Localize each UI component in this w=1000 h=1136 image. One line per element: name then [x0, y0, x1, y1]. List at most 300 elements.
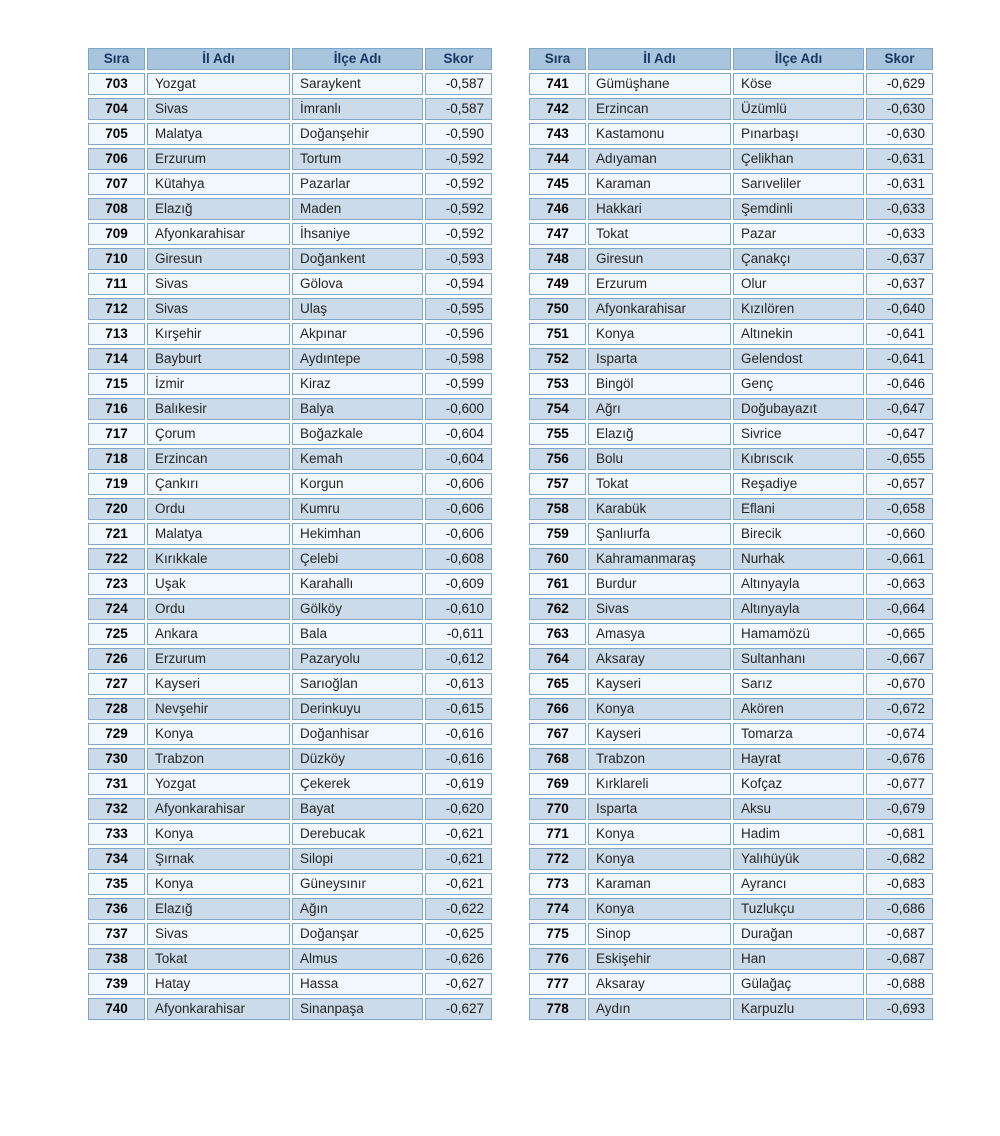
table-row: [529, 548, 933, 570]
province-cell: Giresun: [588, 248, 731, 270]
rank-cell: 757: [529, 473, 586, 495]
province-cell: Aydın: [588, 998, 731, 1020]
score-cell: -0,641: [866, 323, 933, 345]
table-row: [88, 73, 492, 95]
district-cell: Derebucak: [292, 823, 423, 845]
score-cell: -0,664: [866, 598, 933, 620]
table-row: [529, 848, 933, 870]
rank-cell: 746: [529, 198, 586, 220]
score-cell: -0,621: [425, 823, 492, 845]
table-row: [88, 948, 492, 970]
table-row: [88, 648, 492, 670]
district-cell: Hayrat: [733, 748, 864, 770]
province-cell: Tokat: [147, 948, 290, 970]
table-row: [529, 973, 933, 995]
table-row: [88, 398, 492, 420]
table-row: [529, 348, 933, 370]
score-cell: -0,646: [866, 373, 933, 395]
table-row: [88, 148, 492, 170]
district-cell: Balya: [292, 398, 423, 420]
table-row: [88, 973, 492, 995]
table-body-left: [88, 73, 492, 1020]
province-cell: Çankırı: [147, 473, 290, 495]
table-row: [529, 373, 933, 395]
score-cell: -0,630: [866, 123, 933, 145]
rank-cell: 706: [88, 148, 145, 170]
table-row: [88, 773, 492, 795]
rank-cell: 742: [529, 98, 586, 120]
table-row: [88, 323, 492, 345]
district-cell: Kiraz: [292, 373, 423, 395]
district-cell: Çelikhan: [733, 148, 864, 170]
province-cell: Kayseri: [588, 673, 731, 695]
province-cell: Nevşehir: [147, 698, 290, 720]
score-cell: -0,683: [866, 873, 933, 895]
rank-cell: 727: [88, 673, 145, 695]
district-cell: Pazaryolu: [292, 648, 423, 670]
district-cell: Tortum: [292, 148, 423, 170]
district-cell: Durağan: [733, 923, 864, 945]
table-row: [88, 898, 492, 920]
table-row: [529, 948, 933, 970]
score-cell: -0,663: [866, 573, 933, 595]
score-cell: -0,616: [425, 723, 492, 745]
rank-cell: 776: [529, 948, 586, 970]
rank-cell: 732: [88, 798, 145, 820]
table-row: [529, 498, 933, 520]
score-cell: -0,627: [425, 973, 492, 995]
rank-cell: 729: [88, 723, 145, 745]
province-cell: Konya: [588, 323, 731, 345]
score-cell: -0,630: [866, 98, 933, 120]
rank-cell: 751: [529, 323, 586, 345]
score-cell: -0,660: [866, 523, 933, 545]
province-cell: Elazığ: [147, 198, 290, 220]
score-cell: -0,687: [866, 948, 933, 970]
score-cell: -0,665: [866, 623, 933, 645]
rank-cell: 721: [88, 523, 145, 545]
district-cell: Silopi: [292, 848, 423, 870]
district-cell: Doğanhisar: [292, 723, 423, 745]
province-cell: Kahramanmaraş: [588, 548, 731, 570]
score-cell: -0,687: [866, 923, 933, 945]
rank-cell: 767: [529, 723, 586, 745]
province-cell: Bayburt: [147, 348, 290, 370]
score-cell: -0,612: [425, 648, 492, 670]
district-cell: Gülağaç: [733, 973, 864, 995]
rank-cell: 731: [88, 773, 145, 795]
rank-cell: 764: [529, 648, 586, 670]
province-cell: Kırıkkale: [147, 548, 290, 570]
district-cell: Kıbrıscık: [733, 448, 864, 470]
province-cell: Konya: [588, 898, 731, 920]
rank-cell: 711: [88, 273, 145, 295]
table-row: [529, 773, 933, 795]
score-cell: -0,613: [425, 673, 492, 695]
province-cell: Giresun: [147, 248, 290, 270]
province-cell: Balıkesir: [147, 398, 290, 420]
rank-cell: 708: [88, 198, 145, 220]
district-cell: Altınyayla: [733, 598, 864, 620]
score-cell: -0,615: [425, 698, 492, 720]
score-cell: -0,637: [866, 273, 933, 295]
rank-cell: 730: [88, 748, 145, 770]
score-cell: -0,658: [866, 498, 933, 520]
province-cell: Karaman: [588, 873, 731, 895]
rank-cell: 769: [529, 773, 586, 795]
score-cell: -0,633: [866, 223, 933, 245]
table-row: [529, 423, 933, 445]
table-row: [529, 123, 933, 145]
district-cell: Reşadiye: [733, 473, 864, 495]
province-cell: Sivas: [147, 273, 290, 295]
table-row: [88, 498, 492, 520]
rank-cell: 735: [88, 873, 145, 895]
rank-cell: 747: [529, 223, 586, 245]
score-cell: -0,606: [425, 473, 492, 495]
score-cell: -0,619: [425, 773, 492, 795]
district-cell: Bala: [292, 623, 423, 645]
province-cell: Konya: [588, 848, 731, 870]
score-cell: -0,679: [866, 798, 933, 820]
table-row: [88, 98, 492, 120]
score-cell: -0,592: [425, 198, 492, 220]
score-cell: -0,600: [425, 398, 492, 420]
district-cell: Pazarlar: [292, 173, 423, 195]
rank-cell: 733: [88, 823, 145, 845]
table-row: [88, 723, 492, 745]
district-cell: Olur: [733, 273, 864, 295]
district-cell: Düzköy: [292, 748, 423, 770]
table-row: [88, 823, 492, 845]
table-row: [529, 223, 933, 245]
province-cell: Aksaray: [588, 648, 731, 670]
score-cell: -0,596: [425, 323, 492, 345]
table-row: [88, 223, 492, 245]
table-row: [88, 348, 492, 370]
province-cell: Tokat: [588, 473, 731, 495]
table-row: [529, 823, 933, 845]
rank-cell: 717: [88, 423, 145, 445]
rank-cell: 740: [88, 998, 145, 1020]
table-row: [88, 798, 492, 820]
province-cell: Malatya: [147, 123, 290, 145]
table-row: [88, 473, 492, 495]
district-cell: Genç: [733, 373, 864, 395]
district-cell: Ağın: [292, 898, 423, 920]
rank-cell: 777: [529, 973, 586, 995]
province-cell: Uşak: [147, 573, 290, 595]
district-cell: Birecik: [733, 523, 864, 545]
score-cell: -0,676: [866, 748, 933, 770]
district-cell: Derinkuyu: [292, 698, 423, 720]
score-cell: -0,608: [425, 548, 492, 570]
rank-cell: 762: [529, 598, 586, 620]
province-cell: Şanlıurfa: [588, 523, 731, 545]
rank-cell: 771: [529, 823, 586, 845]
province-cell: Erzurum: [147, 148, 290, 170]
score-cell: -0,621: [425, 873, 492, 895]
district-cell: Eflani: [733, 498, 864, 520]
district-cell: Akpınar: [292, 323, 423, 345]
province-cell: Bingöl: [588, 373, 731, 395]
table-row: [529, 648, 933, 670]
rank-cell: 704: [88, 98, 145, 120]
district-cell: Sarız: [733, 673, 864, 695]
province-cell: Şırnak: [147, 848, 290, 870]
rank-cell: 737: [88, 923, 145, 945]
rank-cell: 756: [529, 448, 586, 470]
table-row: [88, 448, 492, 470]
district-cell: Doğankent: [292, 248, 423, 270]
district-cell: Üzümlü: [733, 98, 864, 120]
district-cell: Altınekin: [733, 323, 864, 345]
district-cell: Karpuzlu: [733, 998, 864, 1020]
province-cell: Konya: [147, 723, 290, 745]
district-cell: İhsaniye: [292, 223, 423, 245]
rank-cell: 775: [529, 923, 586, 945]
header-sira: Sıra: [88, 48, 145, 70]
province-cell: Sivas: [147, 98, 290, 120]
province-cell: Ankara: [147, 623, 290, 645]
rank-cell: 738: [88, 948, 145, 970]
table-row: [529, 998, 933, 1020]
rank-cell: 734: [88, 848, 145, 870]
province-cell: Erzurum: [588, 273, 731, 295]
table-row: [529, 273, 933, 295]
score-cell: -0,609: [425, 573, 492, 595]
table-row: [88, 748, 492, 770]
score-cell: -0,606: [425, 498, 492, 520]
score-cell: -0,631: [866, 148, 933, 170]
district-cell: Çekerek: [292, 773, 423, 795]
province-cell: Tokat: [588, 223, 731, 245]
rank-cell: 765: [529, 673, 586, 695]
district-cell: Gelendost: [733, 348, 864, 370]
table-row: [529, 398, 933, 420]
district-cell: Kemah: [292, 448, 423, 470]
district-cell: Gölköy: [292, 598, 423, 620]
district-cell: Köse: [733, 73, 864, 95]
province-cell: Sinop: [588, 923, 731, 945]
header-il-adi: İl Adı: [147, 48, 290, 70]
province-cell: Afyonkarahisar: [147, 798, 290, 820]
district-cell: Altınyayla: [733, 573, 864, 595]
province-cell: Sivas: [588, 598, 731, 620]
ranking-table-left: [86, 45, 494, 1023]
score-cell: -0,622: [425, 898, 492, 920]
header-skor: Skor: [866, 48, 933, 70]
table-row: [529, 698, 933, 720]
rank-cell: 749: [529, 273, 586, 295]
table-body-right: [529, 73, 933, 1020]
score-cell: -0,595: [425, 298, 492, 320]
table-row: [88, 598, 492, 620]
rank-cell: 707: [88, 173, 145, 195]
province-cell: Aksaray: [588, 973, 731, 995]
district-cell: Aydıntepe: [292, 348, 423, 370]
table-row: [88, 248, 492, 270]
table-header-right: [529, 48, 933, 70]
score-cell: -0,667: [866, 648, 933, 670]
rank-cell: 728: [88, 698, 145, 720]
score-cell: -0,620: [425, 798, 492, 820]
table-row: [529, 798, 933, 820]
district-cell: Han: [733, 948, 864, 970]
table-row: [529, 523, 933, 545]
district-cell: Gölova: [292, 273, 423, 295]
table-row: [529, 598, 933, 620]
district-cell: Ayrancı: [733, 873, 864, 895]
rank-cell: 724: [88, 598, 145, 620]
score-cell: -0,625: [425, 923, 492, 945]
province-cell: Burdur: [588, 573, 731, 595]
district-cell: Hekimhan: [292, 523, 423, 545]
district-cell: Nurhak: [733, 548, 864, 570]
province-cell: Yozgat: [147, 773, 290, 795]
table-row: [88, 998, 492, 1020]
district-cell: Kofçaz: [733, 773, 864, 795]
rank-cell: 763: [529, 623, 586, 645]
score-cell: -0,604: [425, 423, 492, 445]
table-row: [88, 848, 492, 870]
district-cell: Kızılören: [733, 298, 864, 320]
province-cell: Sivas: [147, 923, 290, 945]
district-cell: Çanakçı: [733, 248, 864, 270]
district-cell: Çelebi: [292, 548, 423, 570]
score-cell: -0,626: [425, 948, 492, 970]
district-cell: Şemdinli: [733, 198, 864, 220]
district-cell: Akören: [733, 698, 864, 720]
score-cell: -0,592: [425, 173, 492, 195]
rank-cell: 774: [529, 898, 586, 920]
rank-cell: 766: [529, 698, 586, 720]
rank-cell: 720: [88, 498, 145, 520]
score-cell: -0,621: [425, 848, 492, 870]
rank-cell: 725: [88, 623, 145, 645]
province-cell: Hatay: [147, 973, 290, 995]
province-cell: Kütahya: [147, 173, 290, 195]
district-cell: Sultanhanı: [733, 648, 864, 670]
rank-cell: 726: [88, 648, 145, 670]
rank-cell: 743: [529, 123, 586, 145]
table-row: [529, 873, 933, 895]
district-cell: Ulaş: [292, 298, 423, 320]
rank-cell: 713: [88, 323, 145, 345]
rank-cell: 705: [88, 123, 145, 145]
table-row: [88, 698, 492, 720]
province-cell: İzmir: [147, 373, 290, 395]
rank-cell: 750: [529, 298, 586, 320]
province-cell: Ordu: [147, 498, 290, 520]
header-ilce-adi: İlçe Adı: [733, 48, 864, 70]
table-row: [88, 923, 492, 945]
district-cell: Kumru: [292, 498, 423, 520]
score-cell: -0,647: [866, 423, 933, 445]
district-cell: Sinanpaşa: [292, 998, 423, 1020]
rank-cell: 718: [88, 448, 145, 470]
district-cell: Tuzlukçu: [733, 898, 864, 920]
table-header-left: [88, 48, 492, 70]
province-cell: Trabzon: [147, 748, 290, 770]
score-cell: -0,670: [866, 673, 933, 695]
score-cell: -0,672: [866, 698, 933, 720]
province-cell: Adıyaman: [588, 148, 731, 170]
score-cell: -0,681: [866, 823, 933, 845]
district-cell: Maden: [292, 198, 423, 220]
score-cell: -0,677: [866, 773, 933, 795]
score-cell: -0,682: [866, 848, 933, 870]
table-row: [88, 373, 492, 395]
rank-cell: 761: [529, 573, 586, 595]
rank-cell: 703: [88, 73, 145, 95]
district-cell: Hadim: [733, 823, 864, 845]
table-row: [529, 923, 933, 945]
rank-cell: 719: [88, 473, 145, 495]
district-cell: Boğazkale: [292, 423, 423, 445]
score-cell: -0,655: [866, 448, 933, 470]
province-cell: Kırşehir: [147, 323, 290, 345]
rank-cell: 744: [529, 148, 586, 170]
score-cell: -0,674: [866, 723, 933, 745]
rank-cell: 759: [529, 523, 586, 545]
score-cell: -0,647: [866, 398, 933, 420]
province-cell: Bolu: [588, 448, 731, 470]
province-cell: Gümüşhane: [588, 73, 731, 95]
province-cell: Isparta: [588, 348, 731, 370]
score-cell: -0,606: [425, 523, 492, 545]
rank-cell: 768: [529, 748, 586, 770]
province-cell: Malatya: [147, 523, 290, 545]
table-row: [88, 623, 492, 645]
table-row: [88, 173, 492, 195]
score-cell: -0,616: [425, 748, 492, 770]
score-cell: -0,594: [425, 273, 492, 295]
district-cell: Güneysınır: [292, 873, 423, 895]
table-row: [529, 673, 933, 695]
rank-cell: 773: [529, 873, 586, 895]
rank-cell: 712: [88, 298, 145, 320]
province-cell: Elazığ: [588, 423, 731, 445]
table-row: [88, 423, 492, 445]
rank-cell: 778: [529, 998, 586, 1020]
district-cell: Sarıoğlan: [292, 673, 423, 695]
score-cell: -0,661: [866, 548, 933, 570]
province-cell: Isparta: [588, 798, 731, 820]
table-row: [529, 73, 933, 95]
score-cell: -0,593: [425, 248, 492, 270]
rank-cell: 741: [529, 73, 586, 95]
table-row: [529, 323, 933, 345]
score-cell: -0,592: [425, 148, 492, 170]
district-cell: Doğanşehir: [292, 123, 423, 145]
rank-cell: 722: [88, 548, 145, 570]
table-row: [529, 98, 933, 120]
district-cell: Sivrice: [733, 423, 864, 445]
province-cell: Kastamonu: [588, 123, 731, 145]
rank-cell: 772: [529, 848, 586, 870]
ranking-tables-container: [86, 45, 935, 1023]
province-cell: Hakkari: [588, 198, 731, 220]
rank-cell: 716: [88, 398, 145, 420]
rank-cell: 723: [88, 573, 145, 595]
district-cell: Almus: [292, 948, 423, 970]
province-cell: Karabük: [588, 498, 731, 520]
score-cell: -0,693: [866, 998, 933, 1020]
header-sira: Sıra: [529, 48, 586, 70]
district-cell: Pazar: [733, 223, 864, 245]
header-ilce-adi: İlçe Adı: [292, 48, 423, 70]
